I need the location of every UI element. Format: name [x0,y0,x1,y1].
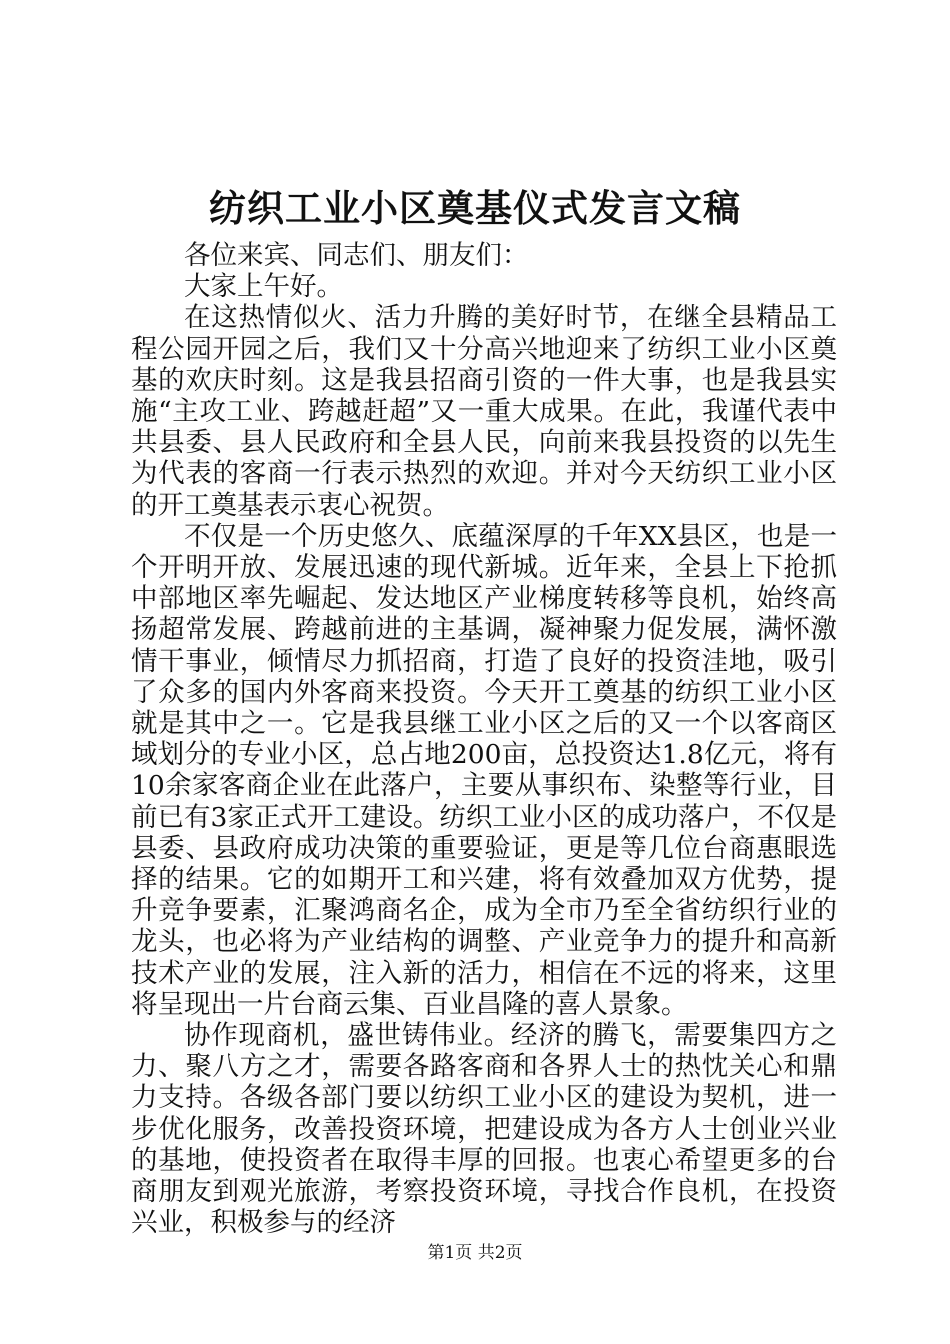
body-paragraph-3: 协作现商机，盛世铸伟业。经济的腾飞，需要集四方之力、聚八方之才，需要各路客商和各界人士的热忱关心和鼎力支持。各级各部门要以纺织工业小区的建设为契机，进一步优化服务，改善投资环境，把建设成为各方人士创业兴业的基地，使投资者在取得丰厚的回报。也衷心希望更多的台商朋友到观光旅游，考察投资环境，寻找合作良机，在投资兴业，积极参与的经济 [131,1020,837,1239]
document-body [131,240,837,1239]
page-footer: 第1页 共2页 [427,1243,523,1263]
document-title: 纺织工业小区奠基仪式发言文稿 [209,186,741,230]
greeting: 大家上午好。 [184,271,343,303]
body-paragraph-2: 不仅是一个历史悠久、底蕴深厚的千年XX县区，也是一个开明开放、发展迅速的现代新城。近年来，全县上下抢抓中部地区率先崛起、发达地区产业梯度转移等良机，始终高扬超常发展、跨越前进的主基调，凝神聚力促发展，满怀激情干事业，倾情尽力抓招商，打造了良好的投资洼地，吸引了众多的国内外客商来投资。今天开工奠基的纺织工业小区就是其中之一。它是我县继工业小区之后的又一个以客商区域划分的专业小区，总占地200亩，总投资达1.8亿元，将有10余家客商企业在此落户，主要从事织布、染整等行业，目前已有3家正式开工建设。纺织工业小区的成功落户，不仅是县委、县政府成功决策的重要验证，更是等几位台商惠眼选择的结果。它的如期开工和兴建，将有效叠加双方优势，提升竞争要素，汇聚鸿商名企，成为全市乃至全省纺织行业的龙头，也必将为产业结构的调整、产业竞争力的提升和高新技术产业的发展，注入新的活力，相信在不远的将来，这里将呈现出一片台商云集、百业昌隆的喜人景象。 [131,520,837,1020]
body-paragraph-1: 在这热情似火、活力升腾的美好时节，在继全县精品工程公园开园之后，我们又十分高兴地迎来了纺织工业小区奠基的欢庆时刻。这是我县招商引资的一件大事，也是我县实施“主攻工业、跨越赶超”又一重大成果。在此，我谨代表中共县委、县人民政府和全县人民，向前来我县投资的以先生为代表的客商一行表示热烈的欢迎。并对今天纺织工业小区的开工奠基表示衷心祝贺。 [131,302,837,521]
salutation: 各位来宾、同志们、朋友们： [184,240,529,271]
